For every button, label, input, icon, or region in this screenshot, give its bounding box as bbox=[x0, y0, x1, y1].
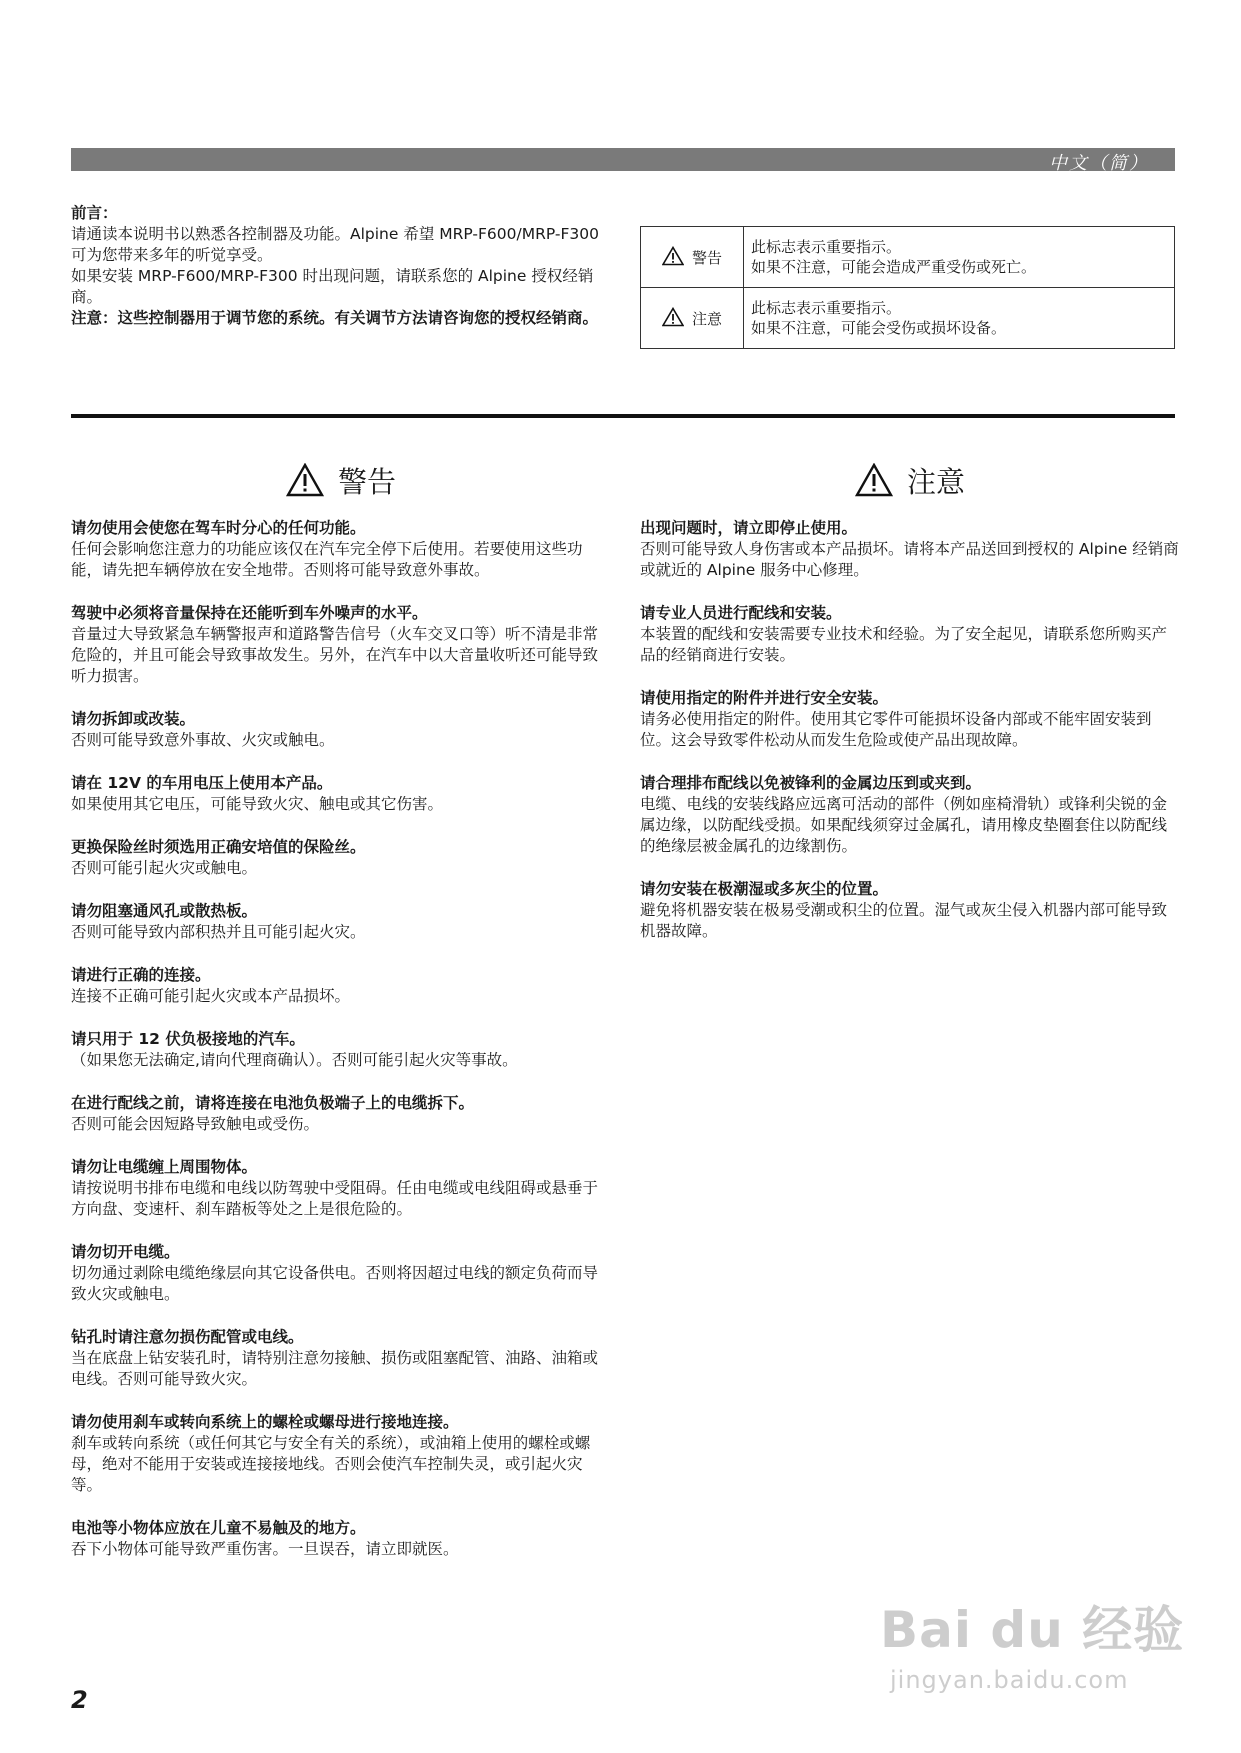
language-bar bbox=[71, 148, 1175, 174]
symbol-legend-table bbox=[640, 226, 1175, 349]
section-divider bbox=[71, 414, 1175, 418]
page-number: 2 bbox=[71, 1686, 88, 1714]
list-item bbox=[71, 1157, 611, 1220]
item-body: 本装置的配线和安装需要专业技术和经验。为了安全起见，请联系您所购买产品的经销商进行安装。 bbox=[640, 625, 1168, 664]
list-item bbox=[71, 1093, 611, 1135]
symbol-desc-line: 此标志表示重要指示。 bbox=[751, 299, 902, 317]
list-item bbox=[640, 688, 1180, 751]
intro-note: 注意：这些控制器用于调节您的系统。有关调节方法请咨询您的授权经销商。 bbox=[71, 309, 599, 327]
item-body: 如果使用其它电压，可能导致火灾、触电或其它伤害。 bbox=[71, 795, 444, 813]
item-title: 请勿使用会使您在驾车时分心的任何功能。 bbox=[71, 519, 366, 537]
caution-heading bbox=[640, 458, 1180, 502]
warning-triangle-icon bbox=[662, 246, 684, 266]
item-body: 音量过大导致紧急车辆警报声和道路警告信号（火车交叉口等）听不清是非常危险的，并且可能会导致事故发生。另外，在汽车中以大音量收听还可能导致听力损害。 bbox=[71, 625, 599, 685]
caution-list bbox=[640, 518, 1180, 942]
list-item bbox=[640, 518, 1180, 581]
caution-column bbox=[640, 458, 1180, 964]
symbol-label-warning: 警告 bbox=[691, 249, 722, 267]
item-body: 避免将机器安装在极易受潮或积尘的位置。湿气或灰尘侵入机器内部可能导致机器故障。 bbox=[640, 901, 1168, 940]
symbol-desc-line: 此标志表示重要指示。 bbox=[751, 238, 902, 256]
item-body: 否则可能导致意外事故、火灾或触电。 bbox=[71, 731, 335, 749]
item-title: 请勿安装在极潮湿或多灰尘的位置。 bbox=[640, 880, 889, 898]
item-body: 请务必使用指定的附件。使用其它零件可能损坏设备内部或不能牢固安装到位。这会导致零件松动从而发生危险或使产品出现故障。 bbox=[640, 710, 1152, 749]
warning-list bbox=[71, 518, 611, 1560]
item-body: 切勿通过剥除电缆绝缘层向其它设备供电。否则将因超过电线的额定负荷而导致火灾或触电。 bbox=[71, 1264, 599, 1303]
list-item bbox=[640, 603, 1180, 666]
intro-section bbox=[71, 203, 613, 329]
item-body: 电缆、电线的安装线路应远离可活动的部件（例如座椅滑轨）或锋利尖锐的金属边缘，以防配线受损。如果配线须穿过金属孔，请用橡皮垫圈套住以防配线的绝缘层被金属孔的边缘割伤。 bbox=[640, 795, 1168, 855]
caution-triangle-icon bbox=[662, 307, 684, 327]
list-item bbox=[71, 518, 611, 581]
language-label: 中文（简） bbox=[1049, 153, 1149, 174]
watermark-logo: Bai du 经验 bbox=[880, 1601, 1185, 1659]
item-body: 吞下小物体可能导致严重伤害。一旦误吞，请立即就医。 bbox=[71, 1540, 459, 1558]
symbol-desc-line: 如果不注意，可能会造成严重受伤或死亡。 bbox=[751, 258, 1037, 276]
list-item bbox=[71, 773, 611, 815]
list-item bbox=[71, 603, 611, 687]
item-body: 否则可能会因短路导致触电或受伤。 bbox=[71, 1115, 320, 1133]
item-body: 请按说明书排布电缆和电线以防驾驶中受阻碍。任由电缆或电线阻碍或悬垂于方向盘、变速杆、刹车踏板等处之上是很危险的。 bbox=[71, 1179, 599, 1218]
symbol-label-caution: 注意 bbox=[691, 310, 722, 328]
item-title: 电池等小物体应放在儿童不易触及的地方。 bbox=[71, 1519, 366, 1537]
caution-triangle-icon bbox=[855, 463, 893, 497]
list-item bbox=[71, 1518, 611, 1560]
symbol-row-caution bbox=[641, 288, 1175, 349]
list-item bbox=[71, 965, 611, 1007]
item-title: 请勿切开电缆。 bbox=[71, 1243, 180, 1261]
item-title: 请勿使用刹车或转向系统上的螺栓或螺母进行接地连接。 bbox=[71, 1413, 459, 1431]
item-body: 否则可能导致人身伤害或本产品损坏。请将本产品送回到授权的 Alpine 经销商或就近的 Alpine 服务中心修理。 bbox=[640, 540, 1179, 579]
list-item bbox=[71, 1029, 611, 1071]
item-title: 请勿阻塞通风孔或散热板。 bbox=[71, 902, 258, 920]
warning-heading bbox=[71, 458, 611, 502]
item-title: 出现问题时，请立即停止使用。 bbox=[640, 519, 858, 537]
intro-paragraph-1: 请通读本说明书以熟悉各控制器及功能。Alpine 希望 MRP-F600/MRP-F300 可为您带来多年的听觉享受。 bbox=[71, 225, 599, 264]
intro-paragraph-2: 如果安装 MRP-F600/MRP-F300 时出现问题，请联系您的 Alpine 授权经销商。 bbox=[71, 267, 594, 306]
caution-title: 注意 bbox=[906, 464, 965, 499]
watermark-url: jingyan.baidu.com bbox=[890, 1666, 1129, 1694]
list-item bbox=[640, 879, 1180, 942]
list-item bbox=[71, 901, 611, 943]
item-body: 否则可能引起火灾或触电。 bbox=[71, 859, 258, 877]
list-item bbox=[71, 1412, 611, 1496]
baidu-watermark bbox=[880, 1590, 1200, 1720]
item-title: 请在 12V 的车用电压上使用本产品。 bbox=[71, 774, 333, 792]
item-title: 请勿让电缆缠上周围物体。 bbox=[71, 1158, 258, 1176]
list-item bbox=[640, 773, 1180, 857]
item-title: 请专业人员进行配线和安装。 bbox=[640, 604, 842, 622]
item-title: 请勿拆卸或改装。 bbox=[71, 710, 196, 728]
item-title: 请合理排布配线以免被锋利的金属边压到或夹到。 bbox=[640, 774, 982, 792]
warning-triangle-icon bbox=[286, 463, 324, 497]
item-title: 请只用于 12 伏负极接地的汽车。 bbox=[71, 1030, 305, 1048]
intro-heading: 前言： bbox=[71, 204, 118, 222]
item-title: 请进行正确的连接。 bbox=[71, 966, 211, 984]
item-body: 刹车或转向系统（或任何其它与安全有关的系统），或油箱上使用的螺栓或螺母，绝对不能用于安装或连接接地线。否则会使汽车控制失灵，或引起火灾等。 bbox=[71, 1434, 591, 1494]
item-title: 在进行配线之前，请将连接在电池负极端子上的电缆拆下。 bbox=[71, 1094, 475, 1112]
list-item bbox=[71, 1327, 611, 1390]
symbol-row-warning bbox=[641, 227, 1175, 288]
list-item bbox=[71, 1242, 611, 1305]
item-title: 驾驶中必须将音量保持在还能听到车外噪声的水平。 bbox=[71, 604, 428, 622]
item-body: 任何会影响您注意力的功能应该仅在汽车完全停下后使用。若要使用这些功能，请先把车辆停放在安全地带。否则将可能导致意外事故。 bbox=[71, 540, 583, 579]
item-title: 钻孔时请注意勿损伤配管或电线。 bbox=[71, 1328, 304, 1346]
item-title: 请使用指定的附件并进行安全安装。 bbox=[640, 689, 889, 707]
symbol-desc-line: 如果不注意，可能会受伤或损坏设备。 bbox=[751, 319, 1007, 337]
warning-title: 警告 bbox=[337, 464, 396, 499]
item-body: 否则可能导致内部积热并且可能引起火灾。 bbox=[71, 923, 366, 941]
item-body: 连接不正确可能引起火灾或本产品损坏。 bbox=[71, 987, 351, 1005]
item-body: （如果您无法确定,请向代理商确认）。否则可能引起火灾等事故。 bbox=[71, 1051, 518, 1069]
item-body: 当在底盘上钻安装孔时，请特别注意勿接触、损伤或阻塞配管、油路、油箱或电线。否则可能导致火灾。 bbox=[71, 1349, 599, 1388]
warning-column bbox=[71, 458, 611, 1582]
list-item bbox=[71, 837, 611, 879]
list-item bbox=[71, 709, 611, 751]
item-title: 更换保险丝时须选用正确安培值的保险丝。 bbox=[71, 838, 366, 856]
